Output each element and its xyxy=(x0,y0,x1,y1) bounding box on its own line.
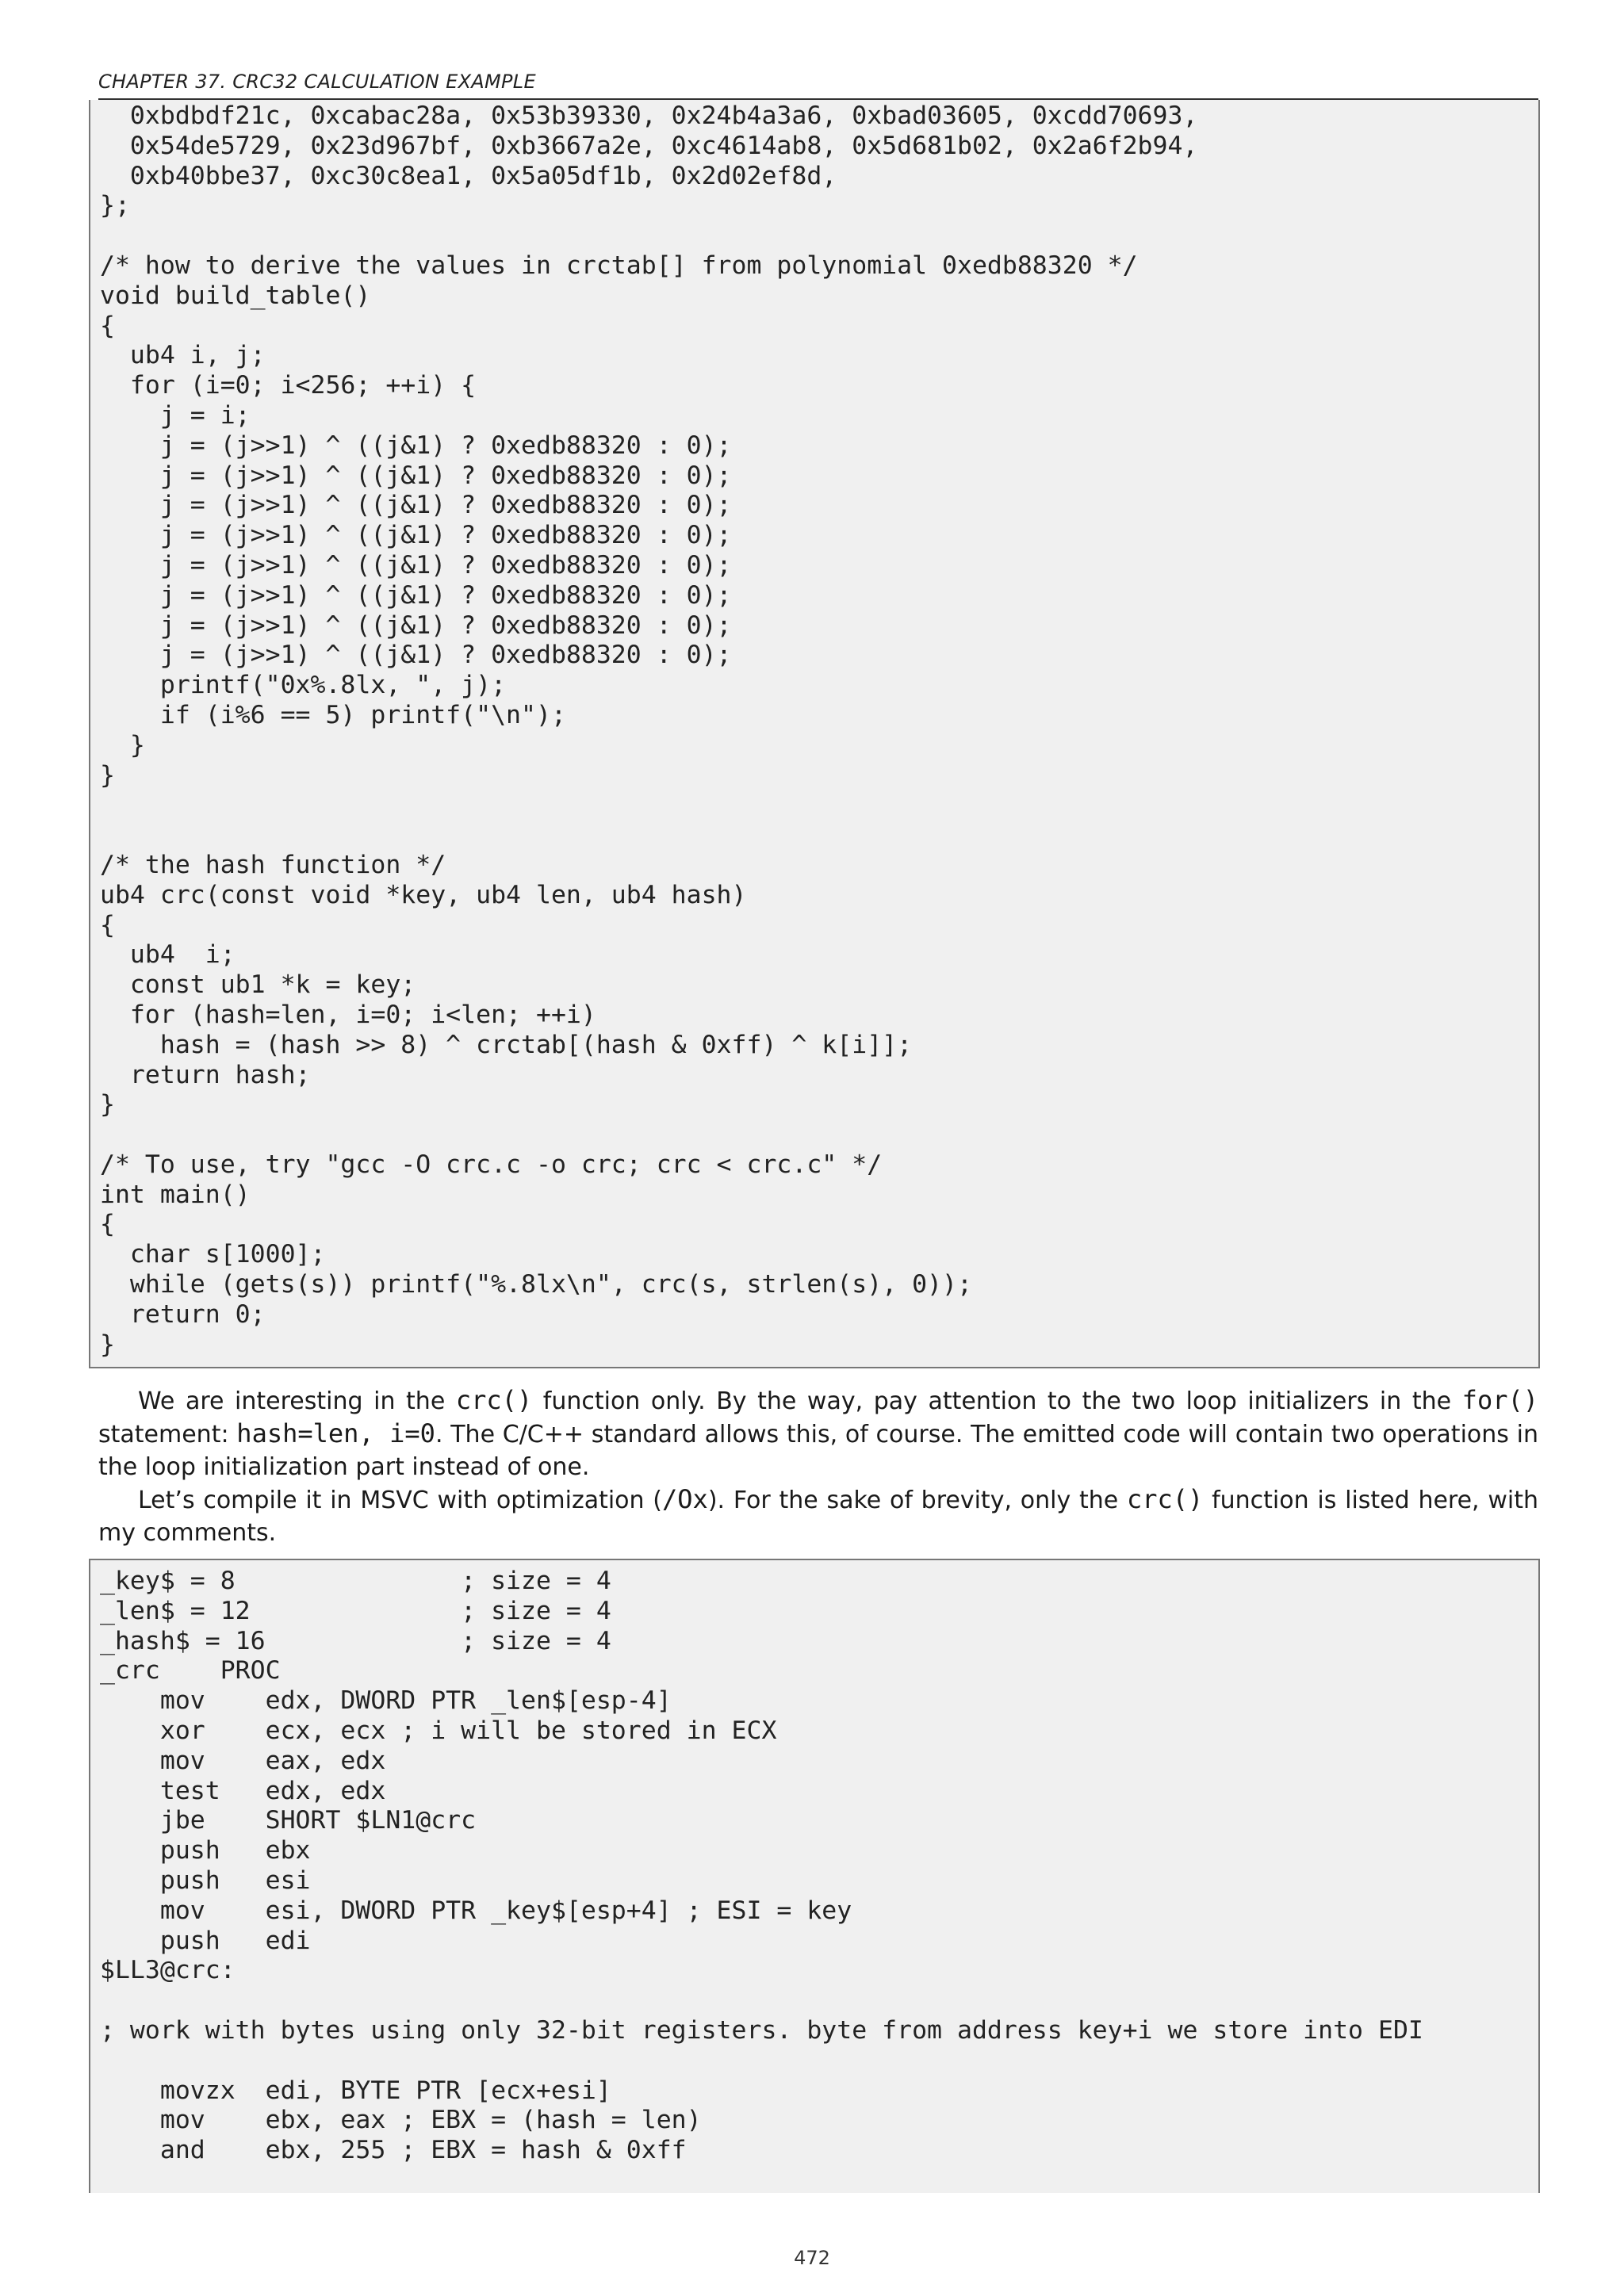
page-number: 472 xyxy=(794,2247,830,2269)
body-text xyxy=(98,1384,1538,1549)
inline-code: crc() xyxy=(1126,1484,1204,1514)
paragraph-loop-initializers: We are interesting in the crc() function only. By the way, pay attention to the two loop initializers in the for() statement: hash=len, i=0. The C/C++ standard allows this, of course. The emitted code will contain two operations in the loop initialization part instead of one. xyxy=(98,1385,1538,1481)
inline-code: hash=len, i=0 xyxy=(236,1418,435,1448)
code-listing-msvc-assembly: _key$ = 8 ; size = 4 _len$ = 12 ; size = 4 _hash$ = 16 ; size = 4 _crc PROC mov edx, DWORD PTR _len$[esp-4] xor ecx, ecx ; i will be stored in ECX mov eax, edx test edx, edx jbe SHORT $LN1@crc push ebx push esi mov esi, DWORD PTR _key$[esp+4] ; ESI = key push edi $LL3@crc: ; work with bytes using only 32-bit registers. byte from address key+i we store into EDI movzx edi, BYTE PTR [ecx+esi] mov ebx, eax ; EBX = (hash = len) and ebx, 255 ; EBX = hash & 0xff xyxy=(89,1559,1540,2193)
code-listing-c-source: 0xbdbdf21c, 0xcabac28a, 0x53b39330, 0x24b4a3a6, 0xbad03605, 0xcdd70693, 0x54de5729, 0x23d967bf, 0xb3667a2e, 0xc4614ab8, 0x5d681b02, 0x2a6f2b94, 0xb40bbe37, 0xc30c8ea1, 0x5a05df1b, 0x2d02ef8d, }; /* how to derive the values in crctab[] from polynomial 0xedb88320 */ void build_table() { ub4 i, j; for (i=0; i<256; ++i) { j = i; j = (j>>1) ^ ((j&1) ? 0xedb88320 : 0); j = (j>>1) ^ ((j&1) ? 0xedb88320 : 0); j = (j>>1) ^ ((j&1) ? 0xedb88320 : 0); j = (j>>1) ^ ((j&1) ? 0xedb88320 : 0); j = (j>>1) ^ ((j&1) ? 0xedb88320 : 0); j = (j>>1) ^ ((j&1) ? 0xedb88320 : 0); j = (j>>1) ^ ((j&1) ? 0xedb88320 : 0); j = (j>>1) ^ ((j&1) ? 0xedb88320 : 0); printf("0x%.8lx, ", j); if (i%6 == 5) printf("\n"); } } /* the hash function */ ub4 crc(const void *key, ub4 len, ub4 hash) { ub4 i; const ub1 *k = key; for (hash=len, i=0; i<len; ++i) hash = (hash >> 8) ^ crctab[(hash & 0xff) ^ k[i]]; return hash; } /* To use, try "gcc -O crc.c -o crc; crc < crc.c" */ int main() { char s[1000]; while (gets(s)) printf("%.8lx\n", crc(s, strlen(s), 0)); return 0; } xyxy=(89,100,1540,1368)
running-header: CHAPTER 37. CRC32 CALCULATION EXAMPLE xyxy=(98,68,1538,100)
inline-code: /Ox xyxy=(662,1484,708,1514)
inline-code: crc() xyxy=(455,1385,533,1415)
inline-code: for() xyxy=(1461,1385,1538,1415)
paragraph-msvc-compile: Let’s compile it in MSVC with optimization (/Ox). For the sake of brevity, only the crc() function is listed here, with my comments. xyxy=(98,1484,1538,1547)
